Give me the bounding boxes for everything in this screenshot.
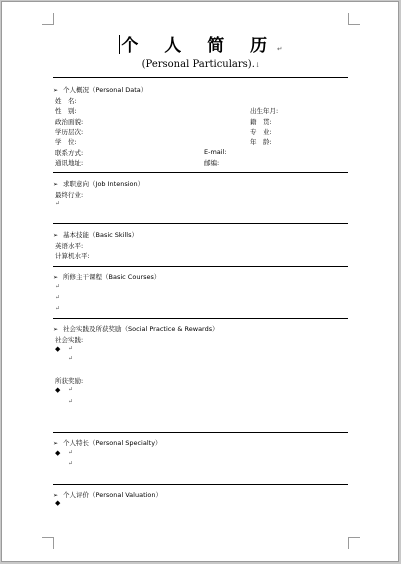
- diamond-bullet-icon: ◆: [55, 449, 61, 457]
- margin-corner-top-left: [42, 13, 54, 25]
- document-page: [1, 1, 399, 562]
- field-ethnic: 籍 贯:: [250, 118, 272, 126]
- field-english: 英语水平:: [55, 242, 84, 250]
- field-politics: 政治面貌:: [55, 118, 84, 126]
- margin-corner-bottom-right: [348, 537, 360, 549]
- section-divider: [53, 77, 348, 78]
- section-divider: [53, 318, 348, 319]
- section-heading: 个人评价（Personal Valuation）: [63, 491, 163, 499]
- field-contact: 联系方式:: [55, 149, 84, 157]
- field-postcode: 邮编:: [204, 159, 220, 167]
- field-education: 学历层次:: [55, 128, 84, 136]
- section-heading: 求职意向（Job Intension）: [63, 180, 145, 188]
- bullet-arrow-icon: ➢: [53, 274, 59, 281]
- section-practice: [53, 324, 219, 333]
- resume-title: [2, 31, 399, 56]
- field-major: 专 业:: [250, 128, 272, 136]
- bullet-arrow-icon: ➢: [53, 492, 59, 499]
- section-basic-skills: [53, 230, 138, 239]
- section-heading: 所修主干课程（Basic Courses）: [63, 273, 161, 281]
- title-return-mark: ↵: [277, 45, 283, 53]
- bullet-arrow-icon: ➢: [53, 181, 59, 188]
- section-heading: 基本技能（Basic Skills）: [63, 231, 139, 239]
- bullet-arrow-icon: ➢: [53, 440, 59, 447]
- paragraph-mark: ↵: [55, 200, 61, 207]
- section-personal-data: [53, 85, 147, 94]
- bullet-arrow-icon: ➢: [53, 87, 59, 94]
- section-evaluation: [53, 490, 162, 499]
- paragraph-mark: ↵: [68, 449, 74, 456]
- subtitle-text: (Personal Particulars).: [141, 59, 255, 70]
- field-age: 年 龄:: [250, 138, 272, 146]
- paragraph-mark: ↵: [55, 283, 61, 290]
- field-address: 通讯地址:: [55, 159, 84, 167]
- section-divider: [53, 484, 348, 485]
- paragraph-mark: ↵: [68, 345, 74, 352]
- subtitle-mark: ↓: [254, 61, 261, 69]
- section-courses: [53, 272, 160, 281]
- paragraph-mark: ↵: [68, 386, 74, 393]
- diamond-bullet-icon: ◆: [55, 499, 61, 507]
- field-birth: 出生年月:: [250, 107, 279, 115]
- bullet-arrow-icon: ➢: [53, 232, 59, 239]
- field-gender: 性 别:: [55, 107, 77, 115]
- field-email: E-mail:: [204, 148, 227, 156]
- field-school-practice: 社会实践:: [55, 336, 84, 344]
- field-name: 姓 名:: [55, 97, 77, 105]
- bullet-arrow-icon: ➢: [53, 326, 59, 333]
- field-job: 最终行业:: [55, 191, 84, 199]
- diamond-bullet-icon: ◆: [55, 386, 61, 394]
- section-job-intention: [53, 179, 144, 188]
- section-divider: [53, 432, 348, 433]
- field-computer: 计算机水平:: [55, 252, 90, 260]
- margin-corner-top-right: [348, 13, 360, 25]
- paragraph-mark: ↵: [55, 305, 61, 312]
- section-divider: [53, 223, 348, 224]
- paragraph-mark: ↵: [68, 460, 74, 467]
- section-specialty: [53, 438, 162, 447]
- resume-title-text: 个 人 简 历: [121, 36, 278, 56]
- section-heading: 个人概况（Personal Data）: [63, 86, 148, 94]
- field-awards: 所获奖励:: [55, 377, 84, 385]
- section-heading: 社会实践及所获奖励（Social Practice & Rewards）: [63, 325, 219, 333]
- paragraph-mark: ↵: [68, 398, 74, 405]
- paragraph-mark: ↵: [55, 294, 61, 301]
- resume-subtitle: [2, 59, 399, 70]
- diamond-bullet-icon: ◆: [55, 345, 61, 353]
- section-heading: 个人特长（Personal Specialty）: [63, 439, 162, 447]
- section-divider: [53, 266, 348, 267]
- margin-corner-bottom-left: [42, 537, 54, 549]
- section-divider: [53, 172, 348, 173]
- field-degree: 学 位:: [55, 138, 77, 146]
- paragraph-mark: ↵: [68, 355, 74, 362]
